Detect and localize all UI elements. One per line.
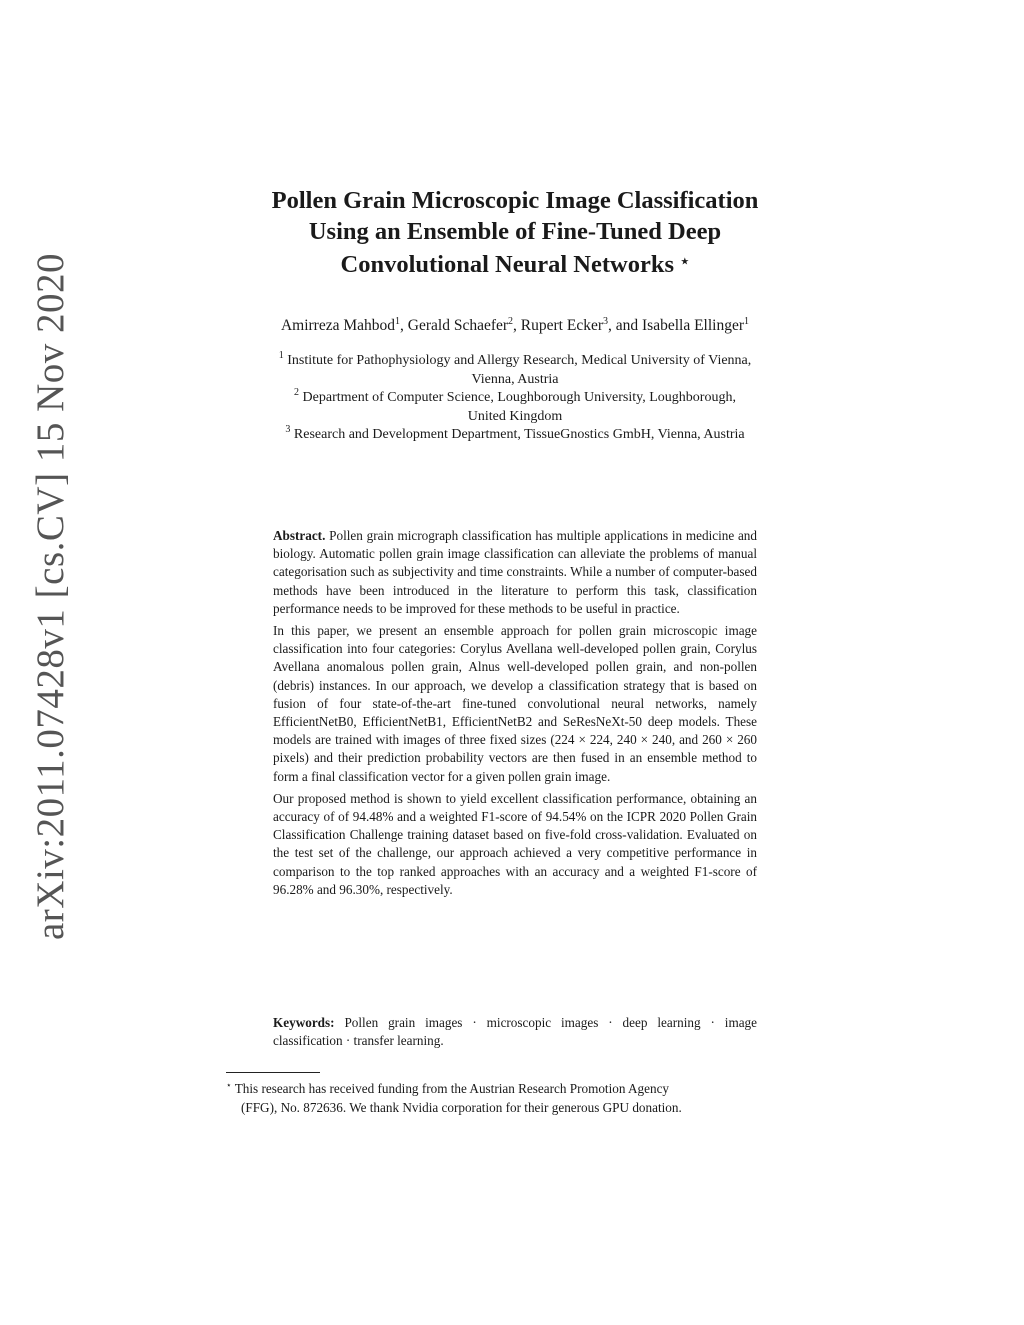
keywords-label: Keywords: [273,1015,335,1030]
keywords-section [273,1014,757,1050]
author-separator: , and [608,317,643,334]
footnote-divider [226,1072,320,1073]
footnote-mark: ⋆ [226,1080,232,1090]
paper-title [200,185,830,280]
footnote-line-1: This research has received funding from the Austrian Research Promotion Agency [234,1081,670,1096]
affiliation-3-line-1 [200,426,830,445]
keywords-text: Pollen grain images · microscopic images · deep learning · image classification · transfer learning. [273,1015,757,1049]
affiliation-1-line-2: Vienna, Austria [471,371,559,387]
abstract-paragraph-2: In this paper, we present an ensemble approach for pollen grain microscopic image classification into four categories: Corylus Avellana well-developed pollen grain, Corylus Avellana anomalous pollen grain, Alnus well-developed pollen grain, and non-pollen (debris) instances. In our approach, we develop a classification strategy that is based on fusion of four state-of-the-art fine-tuned convolutional neural networks, namely EfficientNetB0, EfficientNetB1, EfficientNetB2 and SeResNeXt-50 deep models. These models are trained with images of three fixed sizes (224 × 224, 240 × 240, and 260 × 260 pixels) and their prediction probability vectors are then fused in an ensemble method to form a final classification vector for a given pollen grain image. [273,623,757,784]
author-name: Rupert Ecker [520,317,603,334]
author-name: Isabella Ellinger [642,317,745,334]
abstract-label: Abstract. [273,528,326,543]
author-affiliation-mark: 3 [603,316,608,327]
author-name: Gerald Schaefer [407,317,509,334]
arxiv-identifier-stamp: arXiv:2011.07428v1 [cs.CV] 15 Nov 2020 [29,253,72,940]
abstract-paragraph-1-text: Pollen grain micrograph classification has multiple applications in medicine and biology. Automatic pollen grain image classification can alleviate the problems of manual categorisation such as subjectivity and time constraints. While a number of computer-based methods have been introduced in the literature to perform this task, classification performance needs to be improved for these methods to be useful in practice. [273,528,757,616]
author-separator: , [513,317,521,334]
abstract-paragraph-3: Our proposed method is shown to yield excellent classification performance, obtaining an accuracy of of 94.48% and a weighted F1-score of 94.54% on the ICPR 2020 Pollen Grain Classification Challenge training dataset based on five-fold cross-validation. Evaluated on the test set of the challenge, our approach achieved a very competitive performance in comparison to the top ranked approaches with an accuracy and a weighted F1-score of 96.28% and 96.30%, respectively. [273,790,757,897]
affiliation-text: Department of Computer Science, Loughborough University, Loughborough, [302,390,736,405]
footnote-line-2: (FFG), No. 872636. We thank Nvidia corporation for their generous GPU donation. [241,1100,682,1115]
affiliation-list [200,352,830,445]
affiliation-text: Institute for Pathophysiology and Allergy Research, Medical University of Vienna, [287,353,752,368]
affiliation-text: Research and Development Department, TissueGnostics GmbH, Vienna, Austria [293,427,745,442]
abstract-paragraph-1 [273,527,757,618]
affiliation-1-line-1 [200,352,830,371]
affiliation-number: 2 [294,387,300,398]
author-separator: , [400,317,408,334]
title-line-3 [200,247,830,280]
author-list [200,317,830,335]
author-name: Amirreza Mahbod [280,317,396,334]
author-affiliation-mark: 1 [744,316,750,327]
affiliation-number: 3 [285,424,291,435]
title-line-2: Using an Ensemble of Fine-Tuned Deep [308,218,722,245]
title-line-1: Pollen Grain Microscopic Image Classification [271,187,759,214]
affiliation-2-line-1 [200,389,830,408]
author-affiliation-mark: 2 [508,316,514,327]
funding-footnote [226,1076,806,1117]
author-affiliation-mark: 1 [395,316,401,327]
affiliation-number: 1 [278,350,284,361]
affiliation-2-line-2: United Kingdom [467,408,563,424]
title-line-3-text: Convolutional Neural Networks [340,251,674,278]
abstract-section [273,527,757,903]
title-footnote-mark: ⋆ [680,254,690,270]
